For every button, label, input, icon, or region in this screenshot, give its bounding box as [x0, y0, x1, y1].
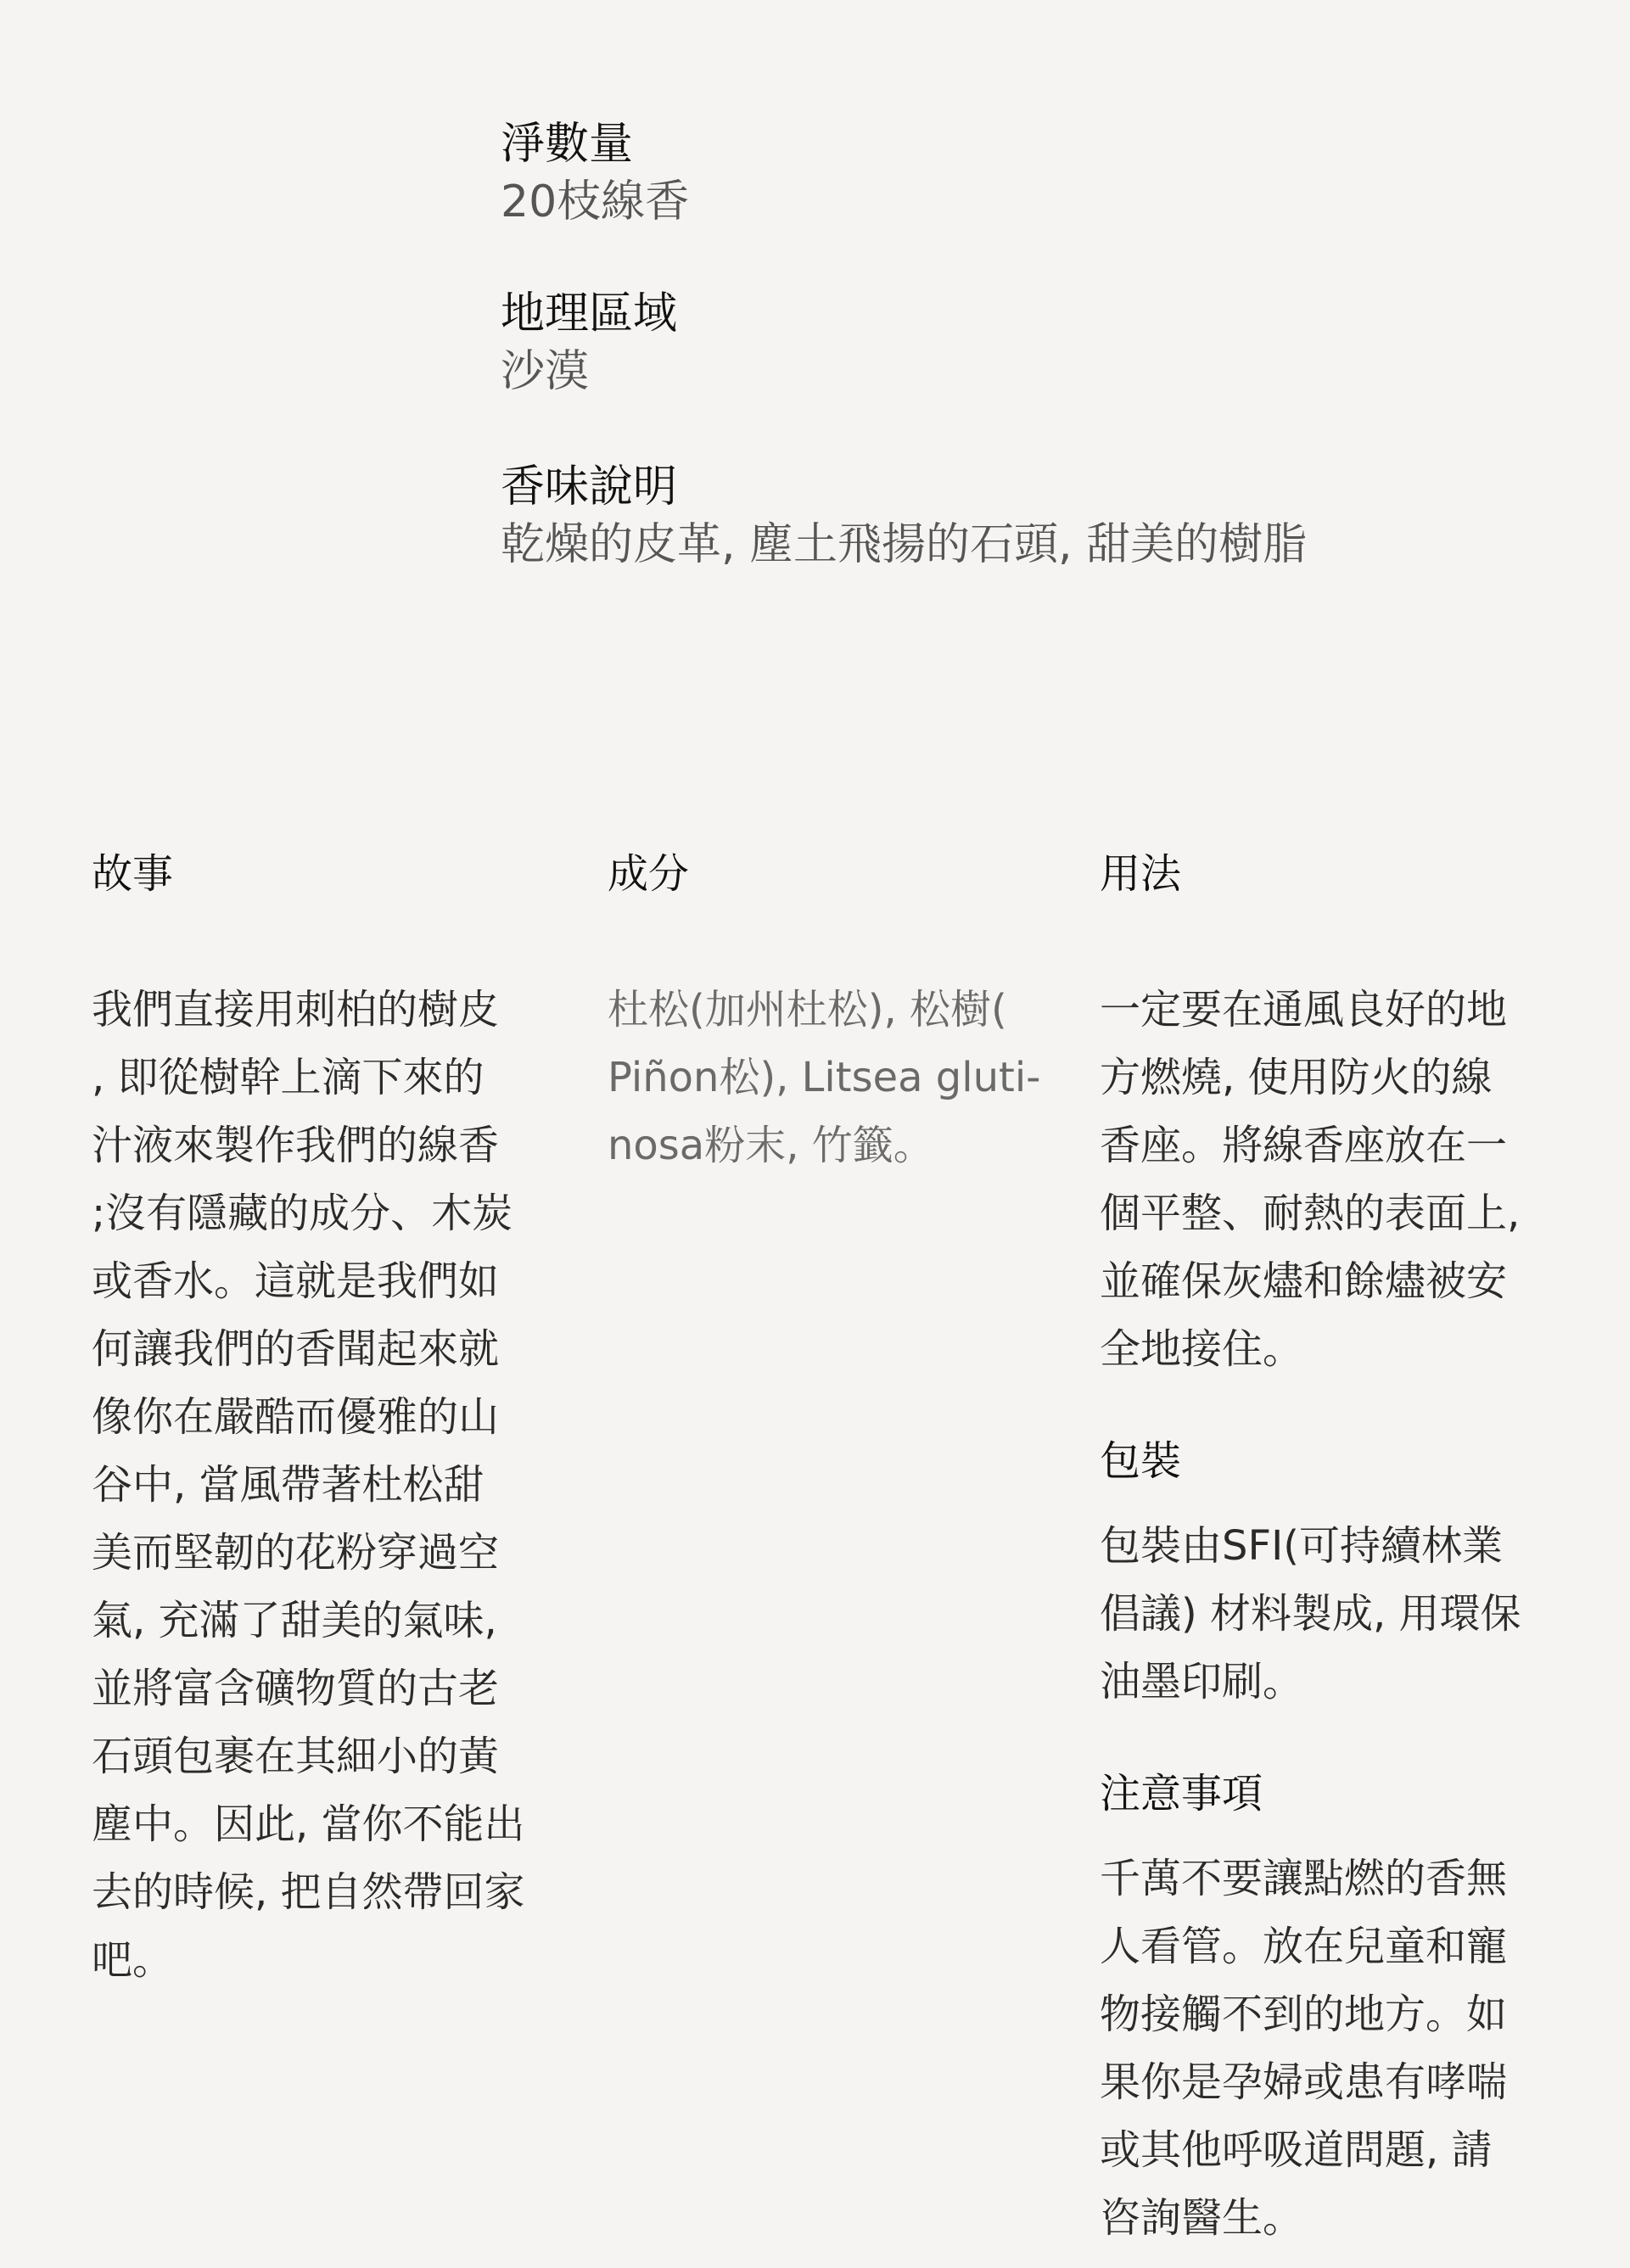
packaging-line: 油墨印刷。	[1100, 1658, 1304, 1705]
spec-value: 沙漠	[501, 346, 590, 397]
usage-line: 全地接住。	[1100, 1325, 1304, 1373]
story-column	[92, 840, 567, 1994]
spec-net-quantity	[501, 115, 1519, 231]
story-line: 石頭包裹在其細小的黃	[92, 1733, 500, 1780]
ingredients-column	[608, 840, 1066, 1179]
cautions-line: 人看管。放在兒童和寵	[1100, 1923, 1508, 1970]
story-line: 我們直接用刺柏的樹皮	[92, 986, 500, 1033]
cautions-line: 咨詢醫生。	[1100, 2194, 1304, 2242]
story-line: 並將富含礦物質的古老	[92, 1665, 500, 1712]
story-line: 汁液來製作我們的線香	[92, 1122, 500, 1169]
spec-label: 淨數量	[501, 119, 634, 170]
ingredients-line: 杜松(加州杜松), 松樹(	[608, 986, 1007, 1033]
story-heading: 故事	[92, 850, 174, 898]
ingredients-heading: 成分	[608, 850, 690, 898]
spec-value: 20枝線香	[501, 176, 690, 227]
spec-region	[501, 285, 1519, 400]
cautions-text	[1100, 1845, 1575, 2252]
ingredients-text	[608, 976, 1066, 1179]
spec-scent	[501, 458, 1519, 574]
story-line: 何讓我們的香聞起來就	[92, 1325, 500, 1373]
story-line: 氣, 充滿了甜美的氣味,	[92, 1597, 497, 1644]
story-line: 美而堅韌的花粉穿過空	[92, 1529, 500, 1576]
usage-line: 一定要在通風良好的地	[1100, 986, 1508, 1033]
usage-heading: 用法	[1100, 850, 1182, 898]
spec-label: 香味說明	[501, 462, 678, 512]
usage-text	[1100, 976, 1575, 1383]
story-line: 谷中, 當風帶著杜松甜	[92, 1461, 485, 1509]
packaging-text	[1100, 1512, 1575, 1716]
usage-line: 方燃燒, 使用防火的線	[1100, 1054, 1493, 1101]
cautions-heading: 注意事項	[1100, 1770, 1263, 1817]
spec-label: 地理區域	[501, 288, 678, 339]
story-line: 吧。	[92, 1936, 174, 1984]
story-line: 或香水。這就是我們如	[92, 1257, 500, 1305]
story-line: 去的時候, 把自然帶回家	[92, 1868, 525, 1916]
cautions-line: 果你是孕婦或患有哮喘	[1100, 2058, 1508, 2106]
ingredients-line: nosa粉末, 竹籤。	[608, 1122, 934, 1169]
story-line: ;沒有隱藏的成分、木炭	[92, 1190, 513, 1237]
spec-value: 乾燥的皮革, 塵土飛揚的石頭, 甜美的樹脂	[501, 519, 1308, 570]
packaging-heading: 包裝	[1100, 1437, 1182, 1485]
cautions-line: 物接觸不到的地方。如	[1100, 1991, 1508, 2038]
story-text	[92, 976, 567, 1994]
story-line: 塵中。因此, 當你不能出	[92, 1800, 525, 1848]
cautions-line: 或其他呼吸道問題, 請	[1100, 2126, 1493, 2174]
usage-line: 個平整、耐熱的表面上,	[1100, 1190, 1521, 1237]
story-line: , 即從樹幹上滴下來的	[92, 1054, 485, 1101]
packaging-line: 倡議) 材料製成, 用環保	[1100, 1590, 1521, 1638]
usage-line: 並確保灰燼和餘燼被安	[1100, 1257, 1508, 1305]
packaging-line: 包裝由SFI(可持續林業	[1100, 1522, 1503, 1570]
ingredients-line: Piñon松), Litsea gluti-	[608, 1054, 1041, 1101]
usage-line: 香座。將線香座放在一	[1100, 1122, 1508, 1169]
usage-column	[1100, 840, 1575, 2252]
story-line: 像你在嚴酷而優雅的山	[92, 1393, 500, 1441]
cautions-line: 千萬不要讓點燃的香無	[1100, 1855, 1508, 1902]
